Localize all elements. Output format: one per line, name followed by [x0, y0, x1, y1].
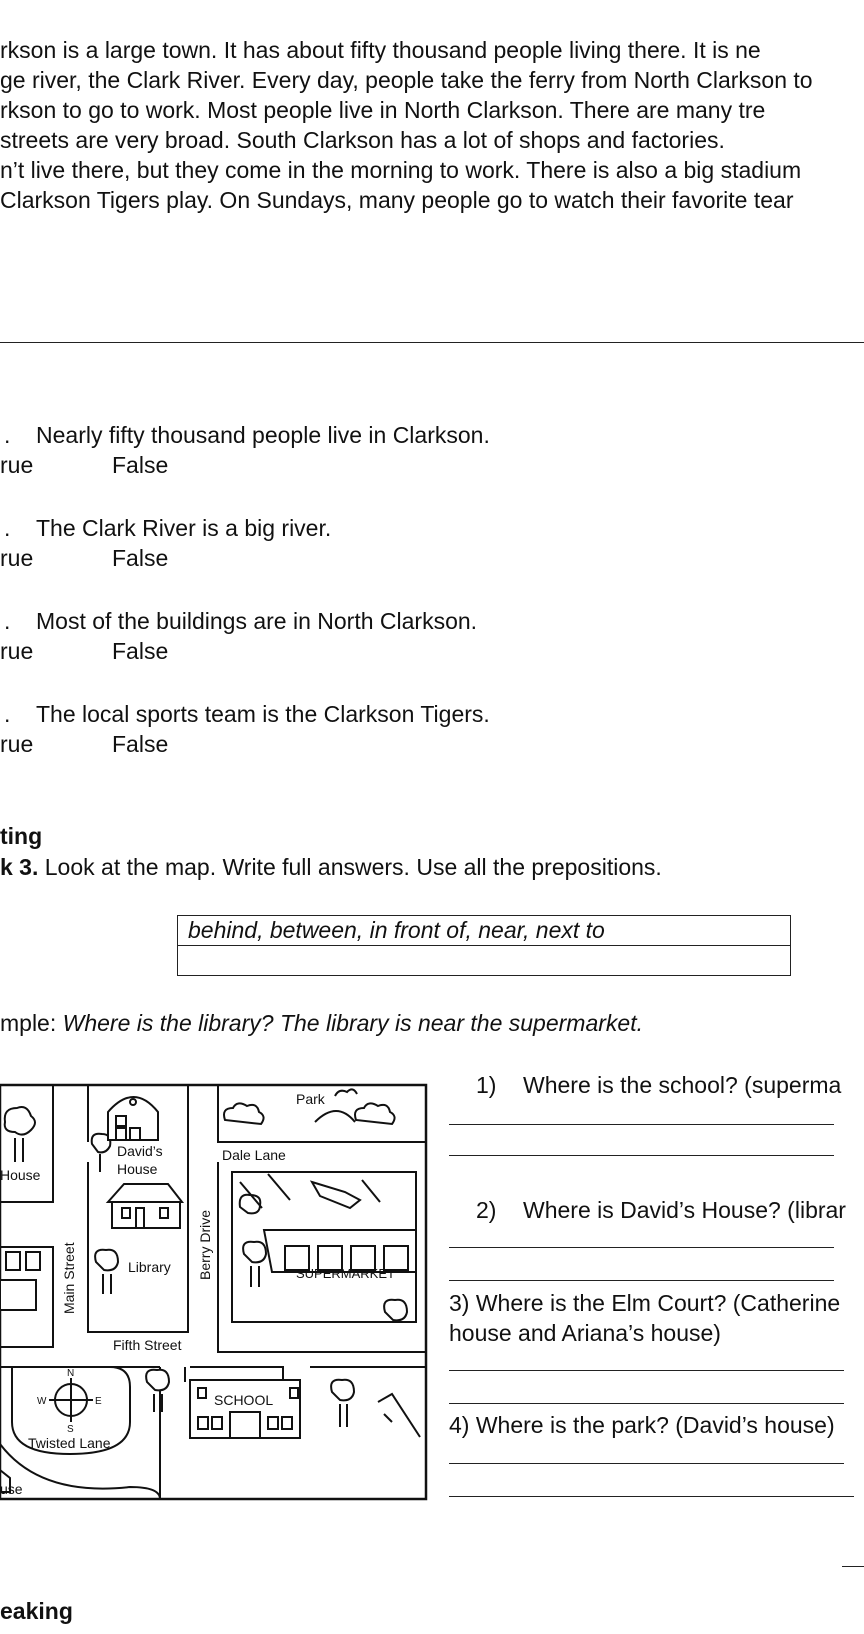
map-label-use: use: [0, 1481, 23, 1497]
question-text: Where is David’s House? (librar: [523, 1197, 846, 1223]
prepositions-box: [177, 915, 791, 976]
answer-line[interactable]: [449, 1496, 854, 1497]
town-map: [0, 1082, 430, 1502]
swing-icon: [378, 1394, 420, 1437]
question-number: 2): [476, 1197, 497, 1223]
passage-line: n’t live there, but they come in the morning to work. There is also a big stadium: [0, 157, 802, 183]
passage-line: rkson to go to work. Most people live in North Clarkson. There are many tre: [0, 97, 766, 123]
answer-line[interactable]: [449, 1370, 844, 1371]
option-true[interactable]: rue: [0, 545, 34, 571]
example-text: Where is the library? The library is near the supermarket.: [62, 1010, 643, 1036]
task-label: k 3.: [0, 854, 39, 880]
answer-line[interactable]: [449, 1280, 834, 1281]
question-text: house and Ariana’s house): [449, 1320, 721, 1346]
option-false[interactable]: False: [112, 545, 169, 571]
map-label-dale-lane: Dale Lane: [222, 1147, 286, 1163]
option-false[interactable]: False: [112, 731, 169, 757]
compass-west: W: [37, 1396, 47, 1407]
question-text: Most of the buildings are in North Clarkson.: [36, 608, 478, 634]
writing-heading: ting: [0, 823, 43, 849]
twisted-lane-curve: [0, 1444, 160, 1499]
prepositions-list: behind, between, in front of, near, next to: [178, 916, 790, 946]
example-label: mple:: [0, 1010, 63, 1036]
option-true[interactable]: rue: [0, 638, 34, 664]
answer-line[interactable]: [449, 1247, 834, 1248]
answer-line[interactable]: [449, 1155, 834, 1156]
compass-south: S: [67, 1424, 74, 1435]
map-label-library: Library: [128, 1259, 171, 1275]
example-line: [0, 1010, 643, 1037]
option-false[interactable]: False: [112, 638, 169, 664]
map-label-berry-drive: Berry Drive: [197, 1209, 213, 1280]
task-instruction: [0, 854, 662, 881]
passage-line: ge river, the Clark River. Every day, people take the ferry from North Clarkson to: [0, 67, 813, 93]
answer-line[interactable]: [449, 1463, 844, 1464]
block-house-left: [0, 1085, 53, 1202]
map-label-house: House: [0, 1167, 41, 1183]
map-label-twisted-lane: Twisted Lane: [28, 1435, 111, 1451]
option-false[interactable]: False: [112, 452, 169, 478]
answer-line[interactable]: [449, 1124, 834, 1125]
map-label-fifth-street: Fifth Street: [113, 1337, 182, 1353]
option-true[interactable]: rue: [0, 731, 34, 757]
map-label-school: SCHOOL: [214, 1392, 274, 1408]
map-label-supermarket: SUPERMARKET: [296, 1266, 395, 1281]
question-number: 1): [476, 1072, 497, 1098]
score-line: [842, 1566, 864, 1567]
question-text: Nearly fifty thousand people live in Clarkson.: [36, 422, 490, 448]
question-text: The Clark River is a big river.: [36, 515, 332, 541]
passage-line: streets are very broad. South Clarkson has a lot of shops and factories.: [0, 127, 725, 153]
section-divider: [0, 342, 864, 343]
car-icon: [312, 1182, 360, 1208]
answer-line[interactable]: [449, 1403, 844, 1404]
map-label-davids-house-2: House: [117, 1161, 158, 1177]
question-text: 3) Where is the Elm Court? (Catherine: [449, 1290, 841, 1316]
library-icon: [108, 1184, 182, 1202]
compass-north: N: [67, 1368, 75, 1379]
question-text: Where is the school? (superma: [523, 1072, 842, 1098]
map-label-davids-house: David’s: [117, 1143, 163, 1159]
map-label-main-street: Main Street: [61, 1242, 77, 1314]
task-text: Look at the map. Write full answers. Use all the prepositions.: [38, 854, 662, 880]
question-text: The local sports team is the Clarkson Tigers.: [36, 701, 490, 727]
question-number: .: [4, 515, 11, 541]
question-text: 4) Where is the park? (David’s house): [449, 1412, 835, 1438]
passage-line: rkson is a large town. It has about fifty thousand people living there. It is ne: [0, 37, 761, 63]
question-number: .: [4, 701, 11, 727]
question-number: .: [4, 608, 11, 634]
map-label-park: Park: [296, 1091, 325, 1107]
speaking-heading: eaking: [0, 1598, 73, 1624]
passage-line: Clarkson Tigers play. On Sundays, many people go to watch their favorite tear: [0, 187, 794, 213]
option-true[interactable]: rue: [0, 452, 34, 478]
compass-east: E: [95, 1396, 102, 1407]
question-number: .: [4, 422, 11, 448]
